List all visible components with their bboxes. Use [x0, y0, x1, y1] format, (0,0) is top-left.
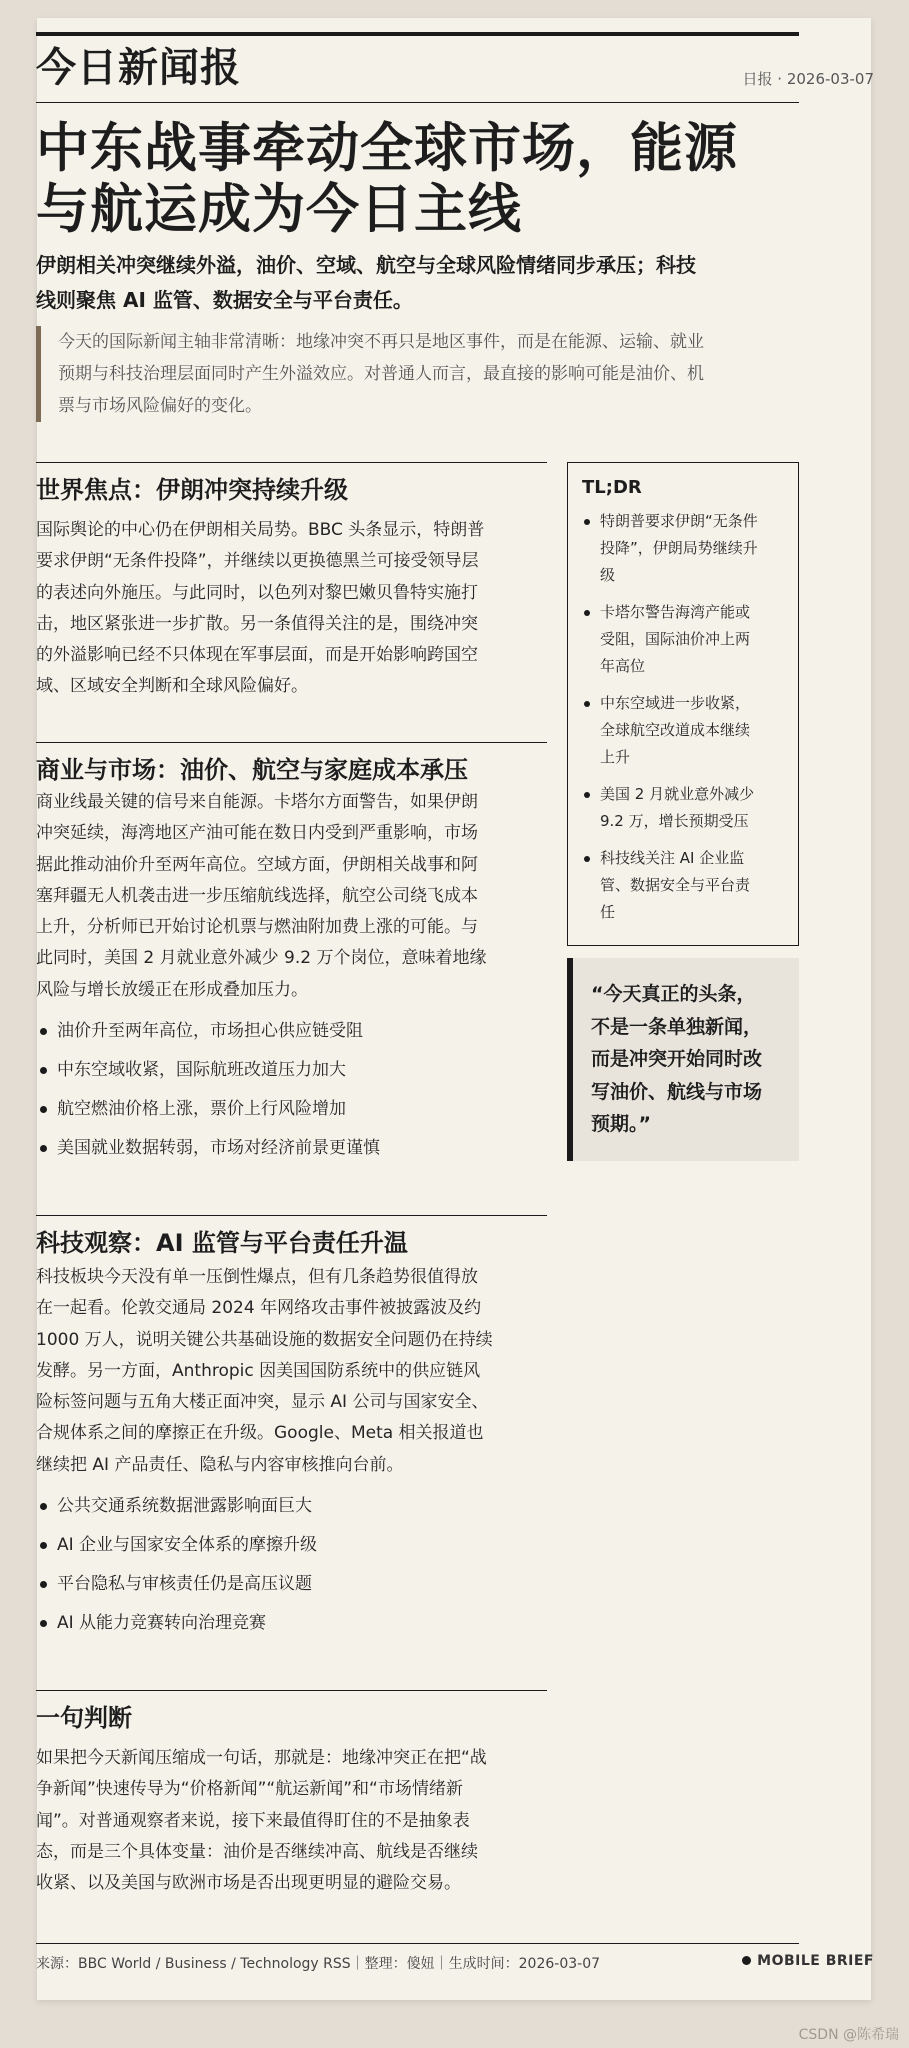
tldr-item	[582, 690, 784, 771]
headline-line: 与航运成为今日主线	[36, 179, 522, 240]
tldr-line: 任	[600, 903, 616, 921]
section-body	[36, 1262, 547, 1481]
body-line: 要求伊朗“无条件投降”，并继续以更换德黑兰可接受领导层	[36, 551, 479, 572]
tldr-box	[567, 462, 799, 946]
deck-line: 伊朗相关冲突继续外溢，油价、空域、航空与全球风险情绪同步承压；科技	[36, 253, 696, 277]
tldr-line: 美国 2 月就业意外减少	[600, 785, 755, 803]
watermark: CSDN @陈希瑞	[798, 2027, 899, 2043]
section-world	[36, 462, 547, 703]
tldr-item	[582, 599, 784, 680]
section-body	[36, 787, 547, 1006]
list-item: AI 从能力竞赛转向治理竞赛	[36, 1604, 547, 1643]
body-line: 的外溢影响已经不只体现在军事层面，而是开始影响跨国空	[36, 645, 478, 666]
lede-line: 预期与科技治理层面同时产生外溢效应。对普通人而言，最直接的影响可能是油价、机	[58, 364, 704, 384]
masthead-rule	[36, 102, 799, 103]
body-line: 争新闻”快速传导为“价格新闻”“航运新闻”和“市场情绪新	[36, 1779, 463, 1800]
body-line: 上升，分析师已开始讨论机票与燃油附加费上涨的可能。与	[36, 917, 478, 938]
footer-source: 来源：BBC World / Business / Technology RSS｜整理：傻妞｜生成时间：2026-03-07	[36, 1956, 601, 1972]
bullet-dot-icon	[742, 1956, 751, 1965]
dateline: 日报 · 2026-03-07	[742, 70, 874, 88]
lede-quote	[36, 326, 798, 422]
tldr-line: 级	[600, 566, 616, 584]
body-line: 继续把 AI 产品责任、隐私与内容审核推向台前。	[36, 1454, 404, 1475]
bullet-list	[36, 1012, 547, 1168]
pull-quote-line: 写油价、航线与市场	[591, 1080, 763, 1103]
lede-line: 票与市场风险偏好的变化。	[58, 396, 262, 416]
section-verdict	[36, 1690, 547, 1899]
tldr-line: 特朗普要求伊朗“无条件	[600, 512, 758, 530]
tldr-line: 卡塔尔警告海湾产能或	[600, 603, 751, 621]
tldr-line: 管、数据安全与平台责	[600, 876, 751, 894]
brand-label: MOBILE BRIEF	[757, 1953, 874, 1969]
section-title: 一句判断	[36, 1704, 132, 1732]
tldr-line: 科技线关注 AI 企业监	[600, 849, 745, 867]
body-line: 科技板块今天没有单一压倒性爆点，但有几条趋势很值得放	[36, 1267, 478, 1287]
body-line: 此同时，美国 2 月就业意外减少 9.2 万个岗位，意味着地缘	[36, 948, 487, 969]
list-item: 平台隐私与审核责任仍是高压议题	[36, 1565, 547, 1604]
body-line: 域、区域安全判断和全球风险偏好。	[36, 676, 308, 697]
body-line: 闻”。对普通观察者来说，接下来最值得盯住的不是抽象表	[36, 1810, 470, 1831]
body-line: 收紧、以及美国与欧洲市场是否出现更明显的避险交易。	[36, 1873, 461, 1894]
tldr-item	[582, 845, 784, 926]
section-business	[36, 742, 547, 1168]
list-item: 美国就业数据转弱，市场对经济前景更谨慎	[36, 1129, 547, 1168]
tldr-title: TL;DR	[582, 477, 642, 498]
body-line: 商业线最关键的信号来自能源。卡塔尔方面警告，如果伊朗	[36, 792, 478, 812]
tldr-list	[582, 508, 784, 926]
tldr-item	[582, 508, 784, 589]
section-title: 科技观察：AI 监管与平台责任升温	[36, 1229, 408, 1257]
body-line: 塞拜疆无人机袭击进一步压缩航线选择，航空公司绕飞成本	[36, 885, 478, 906]
footer-brand	[742, 1953, 874, 1969]
body-line: 国际舆论的中心仍在伊朗相关局势。BBC 头条显示，特朗普	[36, 520, 485, 540]
section-title: 世界焦点：伊朗冲突持续升级	[36, 476, 348, 504]
list-item: 油价升至两年高位，市场担心供应链受阻	[36, 1012, 547, 1051]
list-item: 中东空域收紧，国际航班改道压力加大	[36, 1051, 547, 1090]
body-line: 的表述向外施压。与此同时，以色列对黎巴嫩贝鲁特实施打	[36, 582, 478, 603]
headline-line: 中东战事牵动全球市场，能源	[36, 118, 738, 179]
body-line: 冲突延续，海湾地区产油可能在数日内受到严重影响，市场	[36, 823, 478, 844]
bullet-list	[36, 1487, 547, 1643]
body-line: 据此推动油价升至两年高位。空域方面，伊朗相关战事和阿	[36, 854, 478, 875]
pull-quote-line: 不是一条单独新闻，	[591, 1015, 763, 1038]
list-item: AI 企业与国家安全体系的摩擦升级	[36, 1526, 547, 1565]
tldr-line: 全球航空改道成本继续	[600, 721, 751, 739]
tldr-line: 年高位	[600, 657, 646, 675]
list-item: 公共交通系统数据泄露影响面巨大	[36, 1487, 547, 1526]
body-line: 在一起看。伦敦交通局 2024 年网络攻击事件被披露波及约	[36, 1298, 482, 1319]
pull-quote-line: “今天真正的头条，	[591, 983, 756, 1005]
tldr-line: 投降”，伊朗局势继续升	[600, 539, 758, 557]
list-item: 航空燃油价格上涨，票价上行风险增加	[36, 1090, 547, 1129]
tldr-line: 上升	[600, 748, 631, 766]
tldr-line: 9.2 万，增长预期受压	[600, 812, 749, 830]
deck-line: 线则聚焦 AI 监管、数据安全与平台责任。	[36, 288, 413, 312]
headline	[36, 118, 806, 240]
masthead-title: 今日新闻报	[36, 45, 241, 91]
body-line: 如果把今天新闻压缩成一句话，那就是：地缘冲突正在把“战	[36, 1748, 487, 1768]
body-line: 合规体系之间的摩擦正在升级。Google、Meta 相关报道也	[36, 1423, 484, 1444]
section-body	[36, 515, 547, 703]
top-rule	[36, 32, 799, 36]
pull-quote-line: 而是冲突开始同时改	[591, 1048, 763, 1070]
footer-rule	[36, 1943, 799, 1944]
section-tech	[36, 1215, 547, 1643]
body-line: 态，而是三个具体变量：油价是否继续冲高、航线是否继续	[36, 1841, 478, 1862]
deck	[36, 248, 806, 318]
body-line: 险标签问题与五角大楼正面冲突，显示 AI 公司与国家安全、	[36, 1392, 489, 1413]
section-title: 商业与市场：油价、航空与家庭成本承压	[36, 756, 468, 784]
tldr-item	[582, 781, 784, 835]
tldr-line: 受阻，国际油价冲上两	[600, 630, 751, 648]
pull-quote-line: 预期。”	[591, 1113, 651, 1135]
lede-line: 今天的国际新闻主轴非常清晰：地缘冲突不再只是地区事件，而是在能源、运输、就业	[58, 332, 704, 352]
body-line: 1000 万人，说明关键公共基础设施的数据安全问题仍在持续	[36, 1329, 493, 1350]
section-body	[36, 1743, 547, 1899]
tldr-line: 中东空域进一步收紧，	[600, 694, 751, 712]
body-line: 发酵。另一方面，Anthropic 因美国国防系统中的供应链风	[36, 1360, 481, 1381]
body-line: 击，地区紧张进一步扩散。另一条值得关注的是，围绕冲突	[36, 613, 478, 634]
body-line: 风险与增长放缓正在形成叠加压力。	[36, 979, 308, 1000]
pull-quote	[567, 958, 799, 1161]
